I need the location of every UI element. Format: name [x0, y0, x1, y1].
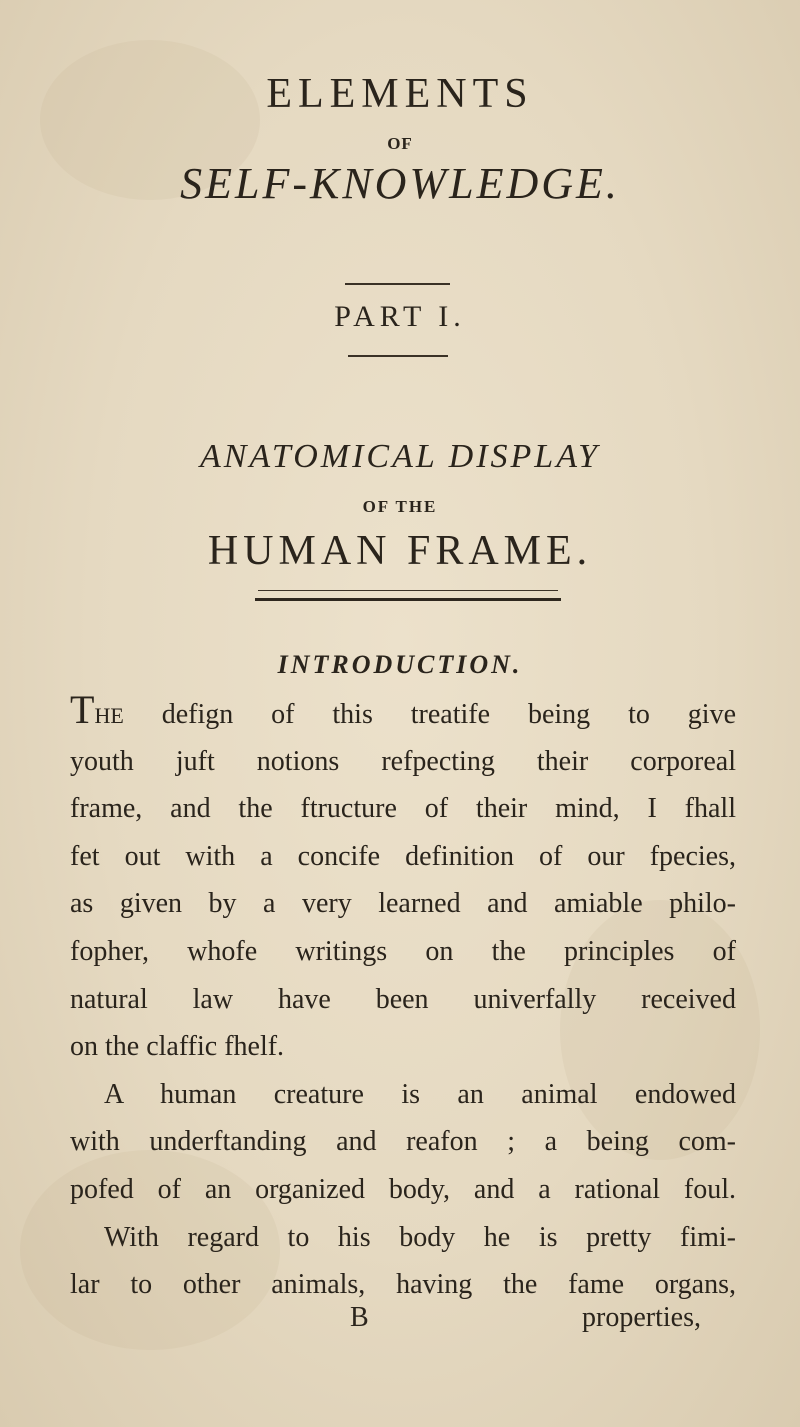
drop-cap: T — [70, 687, 95, 732]
body-line-7: natural law have been univerfally received — [70, 983, 736, 1015]
body-line-12: With regard to his body he is pretty fimi- — [104, 1221, 736, 1253]
divider-rule-thin — [258, 590, 558, 591]
divider-rule-thick — [255, 598, 561, 601]
body-line-6: fopher, whofe writings on the principles of — [70, 935, 736, 967]
body-line-1 — [70, 687, 736, 738]
subtitle-of-the: OF THE — [362, 497, 438, 516]
title-of: OF — [387, 134, 413, 153]
body-line-9: A human creature is an animal endowed — [104, 1078, 736, 1110]
catchword: properties, — [582, 1302, 701, 1333]
body-line-2: youth juft notions refpecting their corporeal — [70, 745, 736, 777]
body-line-11: pofed of an organized body, and a rational foul. — [70, 1173, 736, 1205]
ornament-rule-bottom — [348, 355, 448, 357]
body-text — [70, 687, 736, 1309]
subtitle-anatomical-display: ANATOMICAL DISPLAY — [199, 438, 601, 475]
body-line-3: frame, and the ftructure of their mind, I fhall — [70, 793, 736, 825]
body-line-1-text: defign of this treatife being to give — [123, 699, 736, 730]
body-line-4: fet out with a concife definition of our fpecies, — [70, 840, 736, 872]
section-heading: INTRODUCTION. — [277, 650, 523, 679]
body-line-8: on the claffic fhelf. — [70, 1031, 285, 1063]
signature-mark: B — [350, 1302, 369, 1333]
subtitle-human-frame: HUMAN FRAME. — [207, 528, 593, 574]
ornament-rule-top — [345, 283, 450, 285]
body-line-10: with underftanding and reafon ; a being com- — [70, 1126, 736, 1158]
body-line-13: lar to other animals, having the fame organs, — [70, 1269, 736, 1301]
body-line-5: as given by a very learned and amiable philo- — [70, 888, 736, 920]
first-word-smallcaps: HE — [94, 703, 124, 728]
title-self-knowledge: SELF-KNOWLEDGE. — [180, 159, 620, 208]
title-elements: ELEMENTS — [266, 71, 534, 117]
part-heading: PART I. — [334, 300, 466, 333]
